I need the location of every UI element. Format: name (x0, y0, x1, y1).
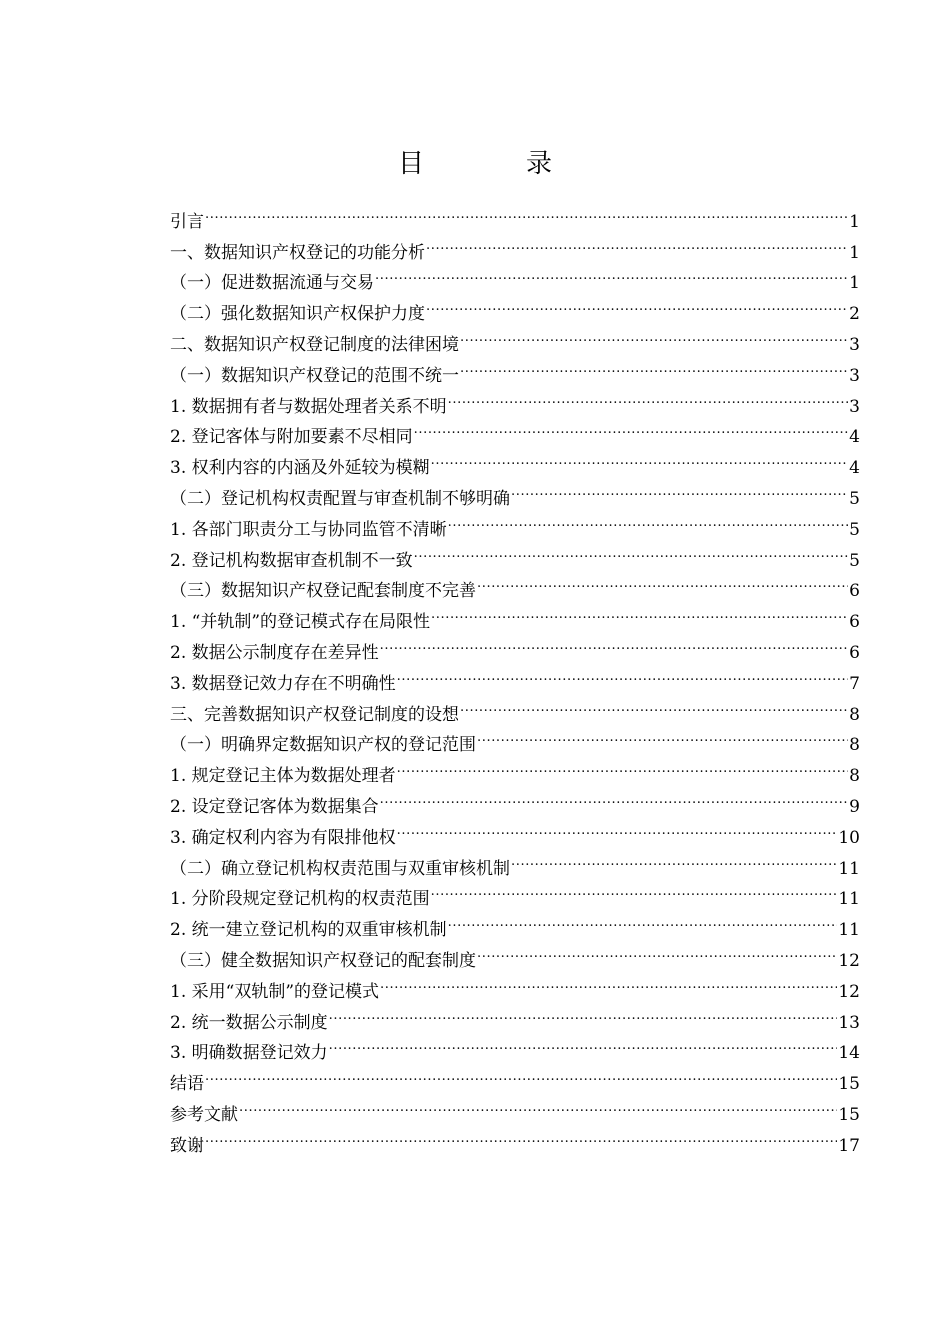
toc-entry-title: 1. 规定登记主体为数据处理者 (170, 766, 396, 787)
toc-entry[interactable] (170, 1058, 860, 1095)
toc-page-number: 5 (849, 519, 860, 540)
toc-entry-title: （三）数据知识产权登记配套制度不完善 (170, 581, 476, 602)
toc-page-number: 8 (849, 704, 860, 725)
toc-page-number: 14 (838, 1043, 860, 1064)
toc-page-number: 1 (849, 242, 860, 263)
toc-page-number: 15 (838, 1104, 860, 1125)
toc-entry-title: 3. 权利内容的内涵及外延较为模糊 (170, 458, 430, 479)
dot-leader (511, 473, 848, 504)
toc-page-number: 12 (838, 950, 860, 971)
dot-leader (397, 812, 838, 843)
dot-leader (460, 350, 848, 381)
toc-page-number: 4 (849, 427, 860, 448)
toc-entry-title: （二）登记机构权责配置与审查机制不够明确 (170, 488, 510, 509)
dot-leader (426, 227, 848, 258)
toc-page-number: 1 (849, 211, 860, 232)
toc-entry-title: （三）健全数据知识产权登记的配套制度 (170, 950, 476, 971)
toc-page-number: 3 (849, 334, 860, 355)
toc-entry-title: 结语 (170, 1074, 204, 1095)
dot-leader (460, 319, 848, 350)
dot-leader (511, 843, 837, 874)
toc-page-number: 2 (849, 304, 860, 325)
dot-leader (397, 750, 849, 781)
toc-page-number: 3 (849, 365, 860, 386)
toc-page-number: 6 (849, 581, 860, 602)
table-of-contents (170, 196, 860, 1156)
dot-leader (414, 535, 849, 566)
toc-page-number: 15 (838, 1074, 860, 1095)
toc-page-number: 3 (849, 396, 860, 417)
dot-leader (380, 966, 837, 997)
toc-entry[interactable] (170, 227, 860, 263)
dot-leader (397, 658, 849, 689)
toc-entry-title: 1. 采用“双轨制”的登记模式 (170, 981, 380, 1002)
toc-entry-title: 2. 统一建立登记机构的双重审核机制 (170, 920, 447, 941)
toc-entry-title: 三、完善数据知识产权登记制度的设想 (170, 704, 459, 725)
toc-entry-title: （二）强化数据知识产权保护力度 (170, 304, 425, 325)
toc-page-number: 5 (849, 488, 860, 509)
dot-leader (205, 196, 848, 227)
dot-leader (431, 596, 848, 627)
toc-page-number: 7 (849, 673, 860, 694)
dot-leader (460, 689, 848, 720)
toc-entry-title: 引言 (170, 211, 204, 232)
toc-page-number: 9 (849, 796, 860, 817)
dot-leader (426, 288, 848, 319)
toc-page-number: 6 (849, 642, 860, 663)
toc-entry-title: 致谢 (170, 1135, 204, 1156)
toc-entry-title: 3. 确定权利内容为有限排他权 (170, 827, 396, 848)
dot-leader (375, 258, 848, 289)
toc-entry-title: （二）确立登记机构权责范围与双重审核机制 (170, 858, 510, 879)
toc-entry-title: （一）明确界定数据知识产权的登记范围 (170, 735, 476, 756)
dot-leader (448, 904, 838, 935)
toc-entry-title: 3. 数据登记效力存在不明确性 (170, 673, 396, 694)
toc-page-number: 6 (849, 612, 860, 633)
toc-page-number: 12 (838, 981, 860, 1002)
toc-entry-title: 3. 明确数据登记效力 (170, 1043, 328, 1064)
toc-page-number: 11 (838, 858, 860, 879)
toc-entry-title: 一、数据知识产权登记的功能分析 (170, 242, 425, 263)
toc-entry[interactable] (170, 1120, 860, 1156)
dot-leader (205, 1058, 837, 1089)
dot-leader (477, 566, 848, 597)
dot-leader (477, 720, 848, 751)
dot-leader (448, 381, 849, 412)
toc-entry-title: 2. 统一数据公示制度 (170, 1012, 328, 1033)
dot-leader (329, 1028, 838, 1059)
toc-entry-title: （一）数据知识产权登记的范围不统一 (170, 365, 459, 386)
toc-page-number: 10 (838, 827, 860, 848)
toc-page-number: 8 (849, 735, 860, 756)
dot-leader (380, 627, 849, 658)
toc-page-number: 1 (849, 273, 860, 294)
toc-page-number: 17 (838, 1135, 860, 1156)
toc-page-number: 4 (849, 458, 860, 479)
toc-entry[interactable] (170, 196, 860, 232)
toc-page-number: 13 (838, 1012, 860, 1033)
toc-entry-title: 2. 登记机构数据审查机制不一致 (170, 550, 413, 571)
toc-page-number: 11 (838, 889, 860, 910)
dot-leader (205, 1120, 837, 1151)
toc-entry-title: 1. 各部门职责分工与协同监管不清晰 (170, 519, 447, 540)
toc-entry-title: 二、数据知识产权登记制度的法律困境 (170, 334, 459, 355)
toc-page-number: 5 (849, 550, 860, 571)
dot-leader (414, 412, 849, 443)
toc-entry-title: （一）促进数据流通与交易 (170, 273, 374, 294)
dot-leader (477, 935, 837, 966)
dot-leader (431, 874, 838, 905)
toc-entry-title: 2. 登记客体与附加要素不尽相同 (170, 427, 413, 448)
toc-page-number: 11 (838, 920, 860, 941)
toc-entry-title: 1. “并轨制”的登记模式存在局限性 (170, 612, 431, 633)
dot-leader (448, 504, 849, 535)
toc-entry-title: 2. 数据公示制度存在差异性 (170, 642, 379, 663)
dot-leader (329, 997, 838, 1028)
toc-entry-title: 1. 分阶段规定登记机构的权责范围 (170, 889, 430, 910)
dot-leader (431, 442, 849, 473)
toc-page-number: 8 (849, 766, 860, 787)
toc-entry[interactable] (170, 1089, 860, 1125)
dot-leader (239, 1089, 837, 1120)
toc-entry-title: 2. 设定登记客体为数据集合 (170, 796, 379, 817)
dot-leader (380, 781, 849, 812)
toc-entry-title: 参考文献 (170, 1104, 238, 1125)
page-title: 目 录 (397, 149, 590, 179)
toc-entry-title: 1. 数据拥有者与数据处理者关系不明 (170, 396, 447, 417)
